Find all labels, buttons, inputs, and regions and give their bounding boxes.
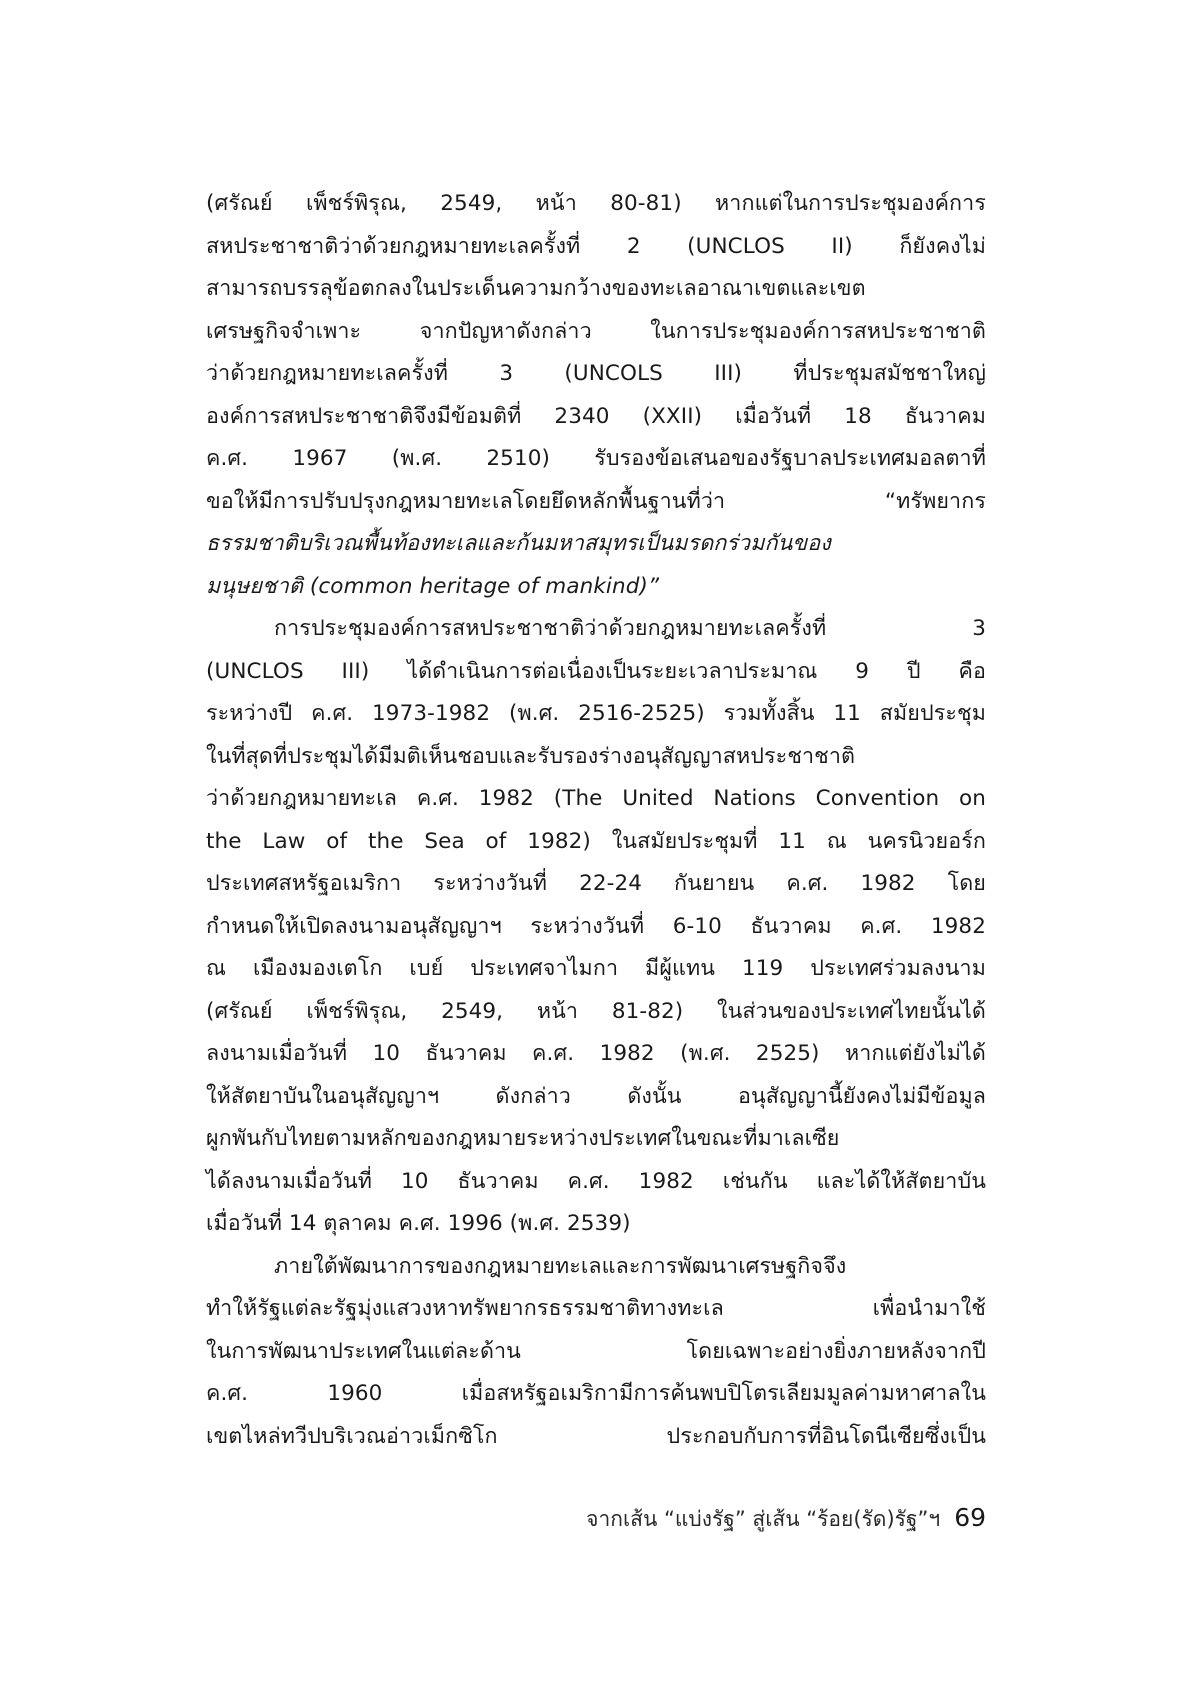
- body-line: มนุษยชาติ (common heritage of mankind)”: [206, 573, 660, 599]
- running-title: จากเส้น “แบ่งรัฐ” สู่เส้น “ร้อย(รัด)รัฐ”ฯ: [586, 1507, 941, 1531]
- body-line: (ศรัณย์ เพ็ชร์พิรุณ, 2549, หน้า 81-82) ในส่วนของประเทศไทยนั้นได้: [206, 998, 986, 1024]
- body-line: ลงนามเมื่อวันที่ 10 ธันวาคม ค.ศ. 1982 (พ.ศ. 2525) หากแต่ยังไม่ได้: [206, 1041, 986, 1066]
- body-line: ระหว่างปี ค.ศ. 1973-1982 (พ.ศ. 2516-2525) รวมทั้งสิ้น 11 สมัยประชุม: [206, 701, 986, 726]
- body-line: (ศรัณย์ เพ็ชร์พิรุณ, 2549, หน้า 80-81) หากแต่ในการประชุมองค์การ: [206, 191, 986, 216]
- body-line: เศรษฐกิจจำเพาะ จากปัญหาดังกล่าว ในการประชุมองค์การสหประชาชาติ: [206, 318, 986, 344]
- body-line: ประเทศสหรัฐอเมริกา ระหว่างวันที่ 22-24 กันยายน ค.ศ. 1982 โดย: [206, 871, 986, 896]
- body-text: [206, 183, 986, 1458]
- body-line: สามารถบรรลุข้อตกลงในประเด็นความกว้างของทะเลอาณาเขตและเขต: [206, 276, 866, 301]
- page-footer: [586, 1503, 986, 1536]
- page-number: 69: [954, 1503, 986, 1532]
- body-line: ณ เมืองมองเตโก เบย์ ประเทศจาไมกา มีผู้แทน 119 ประเทศร่วมลงนาม: [206, 956, 986, 981]
- body-line: เขตไหล่ทวีปบริเวณอ่าวเม็กซิโก ประกอบกับการที่อินโดนีเซียซึ่งเป็น: [206, 1423, 986, 1449]
- body-line: ภายใต้พัฒนาการของกฎหมายทะเลและการพัฒนาเศรษฐกิจจึง: [274, 1253, 847, 1279]
- body-line: the Law of the Sea of 1982) ในสมัยประชุมที่ 11 ณ นครนิวยอร์ก: [206, 828, 986, 854]
- body-line: ให้สัตยาบันในอนุสัญญาฯ ดังกล่าว ดังนั้น อนุสัญญานี้ยังคงไม่มีข้อมูล: [206, 1083, 986, 1109]
- body-line: ในการพัฒนาประเทศในแต่ละด้าน โดยเฉพาะอย่างยิ่งภายหลังจากปี: [206, 1338, 986, 1364]
- body-line: ในที่สุดที่ประชุมได้มีมติเห็นชอบและรับรองร่างอนุสัญญาสหประชาชาติ: [206, 743, 856, 769]
- body-line: ทำให้รัฐแต่ละรัฐมุ่งแสวงหาทรัพยากรธรรมชาติทางทะเล เพื่อนำมาใช้: [206, 1296, 986, 1321]
- body-line: ขอให้มีการปรับปรุงกฎหมายทะเลโดยยึดหลักพื้นฐานที่ว่า “ทรัพยากร: [206, 488, 986, 514]
- body-line: ผูกพันกับไทยตามหลักของกฎหมายระหว่างประเทศในขณะที่มาเลเซีย: [206, 1126, 840, 1151]
- body-line: องค์การสหประชาชาติจึงมีข้อมติที่ 2340 (XXII) เมื่อวันที่ 18 ธันวาคม: [206, 403, 986, 429]
- body-line: (UNCLOS III) ได้ดำเนินการต่อเนื่องเป็นระยะเวลาประมาณ 9 ปี คือ: [206, 658, 986, 684]
- body-line: ค.ศ. 1960 เมื่อสหรัฐอเมริกามีการค้นพบปิโตรเลียมมูลค่ามหาศาลใน: [206, 1381, 986, 1406]
- body-line: ธรรมชาติบริเวณพื้นท้องทะเลและก้นมหาสมุทรเป็นมรดกร่วมกันของ: [206, 531, 831, 556]
- body-line: การประชุมองค์การสหประชาชาติว่าด้วยกฎหมายทะเลครั้งที่ 3: [274, 616, 986, 641]
- body-line: ค.ศ. 1967 (พ.ศ. 2510) รับรองข้อเสนอของรัฐบาลประเทศมอลตาที่: [206, 446, 986, 471]
- body-line: ได้ลงนามเมื่อวันที่ 10 ธันวาคม ค.ศ. 1982 เช่นกัน และได้ให้สัตยาบัน: [206, 1168, 986, 1194]
- body-line: ว่าด้วยกฎหมายทะเลครั้งที่ 3 (UNCOLS III) ที่ประชุมสมัชชาใหญ่: [206, 361, 986, 386]
- body-line: เมื่อวันที่ 14 ตุลาคม ค.ศ. 1996 (พ.ศ. 2539): [206, 1211, 631, 1236]
- body-line: สหประชาชาติว่าด้วยกฎหมายทะเลครั้งที่ 2 (UNCLOS II) ก็ยังคงไม่: [206, 233, 986, 259]
- body-line: กำหนดให้เปิดลงนามอนุสัญญาฯ ระหว่างวันที่ 6-10 ธันวาคม ค.ศ. 1982: [206, 913, 986, 939]
- body-line: ว่าด้วยกฎหมายทะเล ค.ศ. 1982 (The United Nations Convention on: [206, 786, 986, 811]
